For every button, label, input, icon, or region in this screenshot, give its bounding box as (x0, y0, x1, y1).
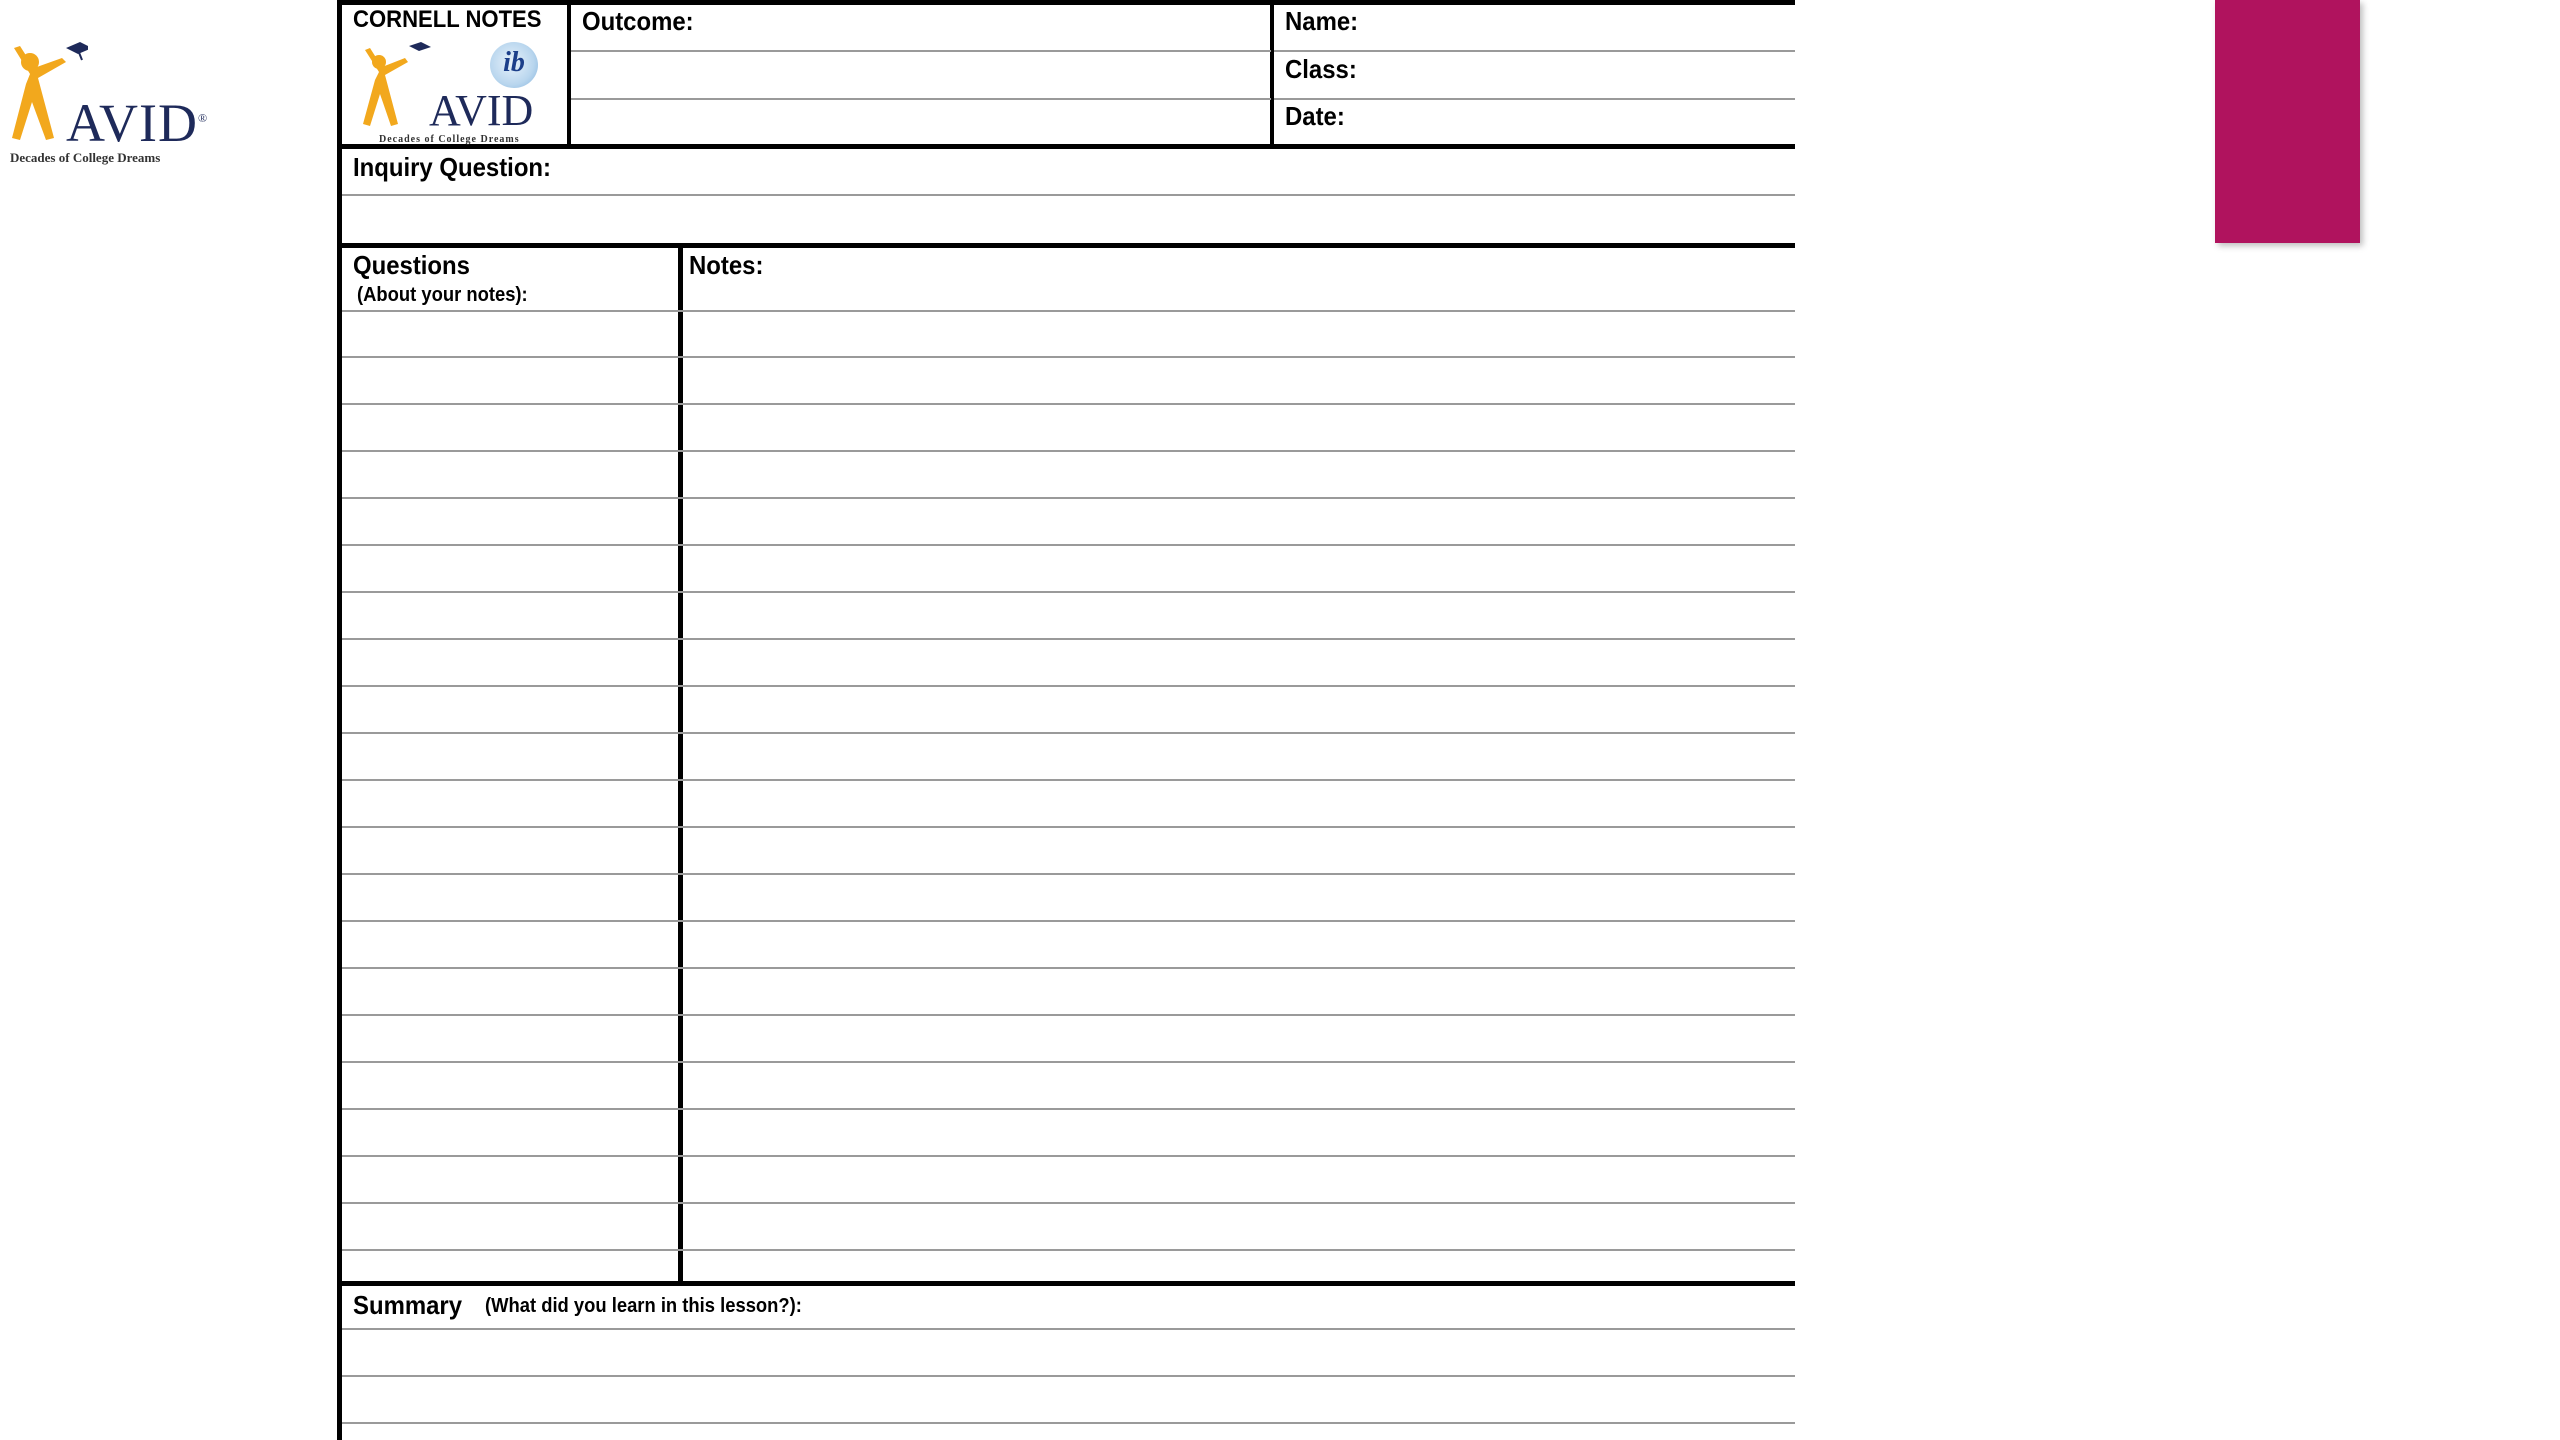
cornell-notes-sheet (337, 0, 1795, 1440)
inquiry-line (342, 194, 1795, 196)
graduation-cap-icon (66, 42, 88, 60)
sheet-top-border (337, 0, 1795, 5)
ruled-line (342, 356, 1795, 358)
ruled-line (342, 873, 1795, 875)
summary-line-2 (342, 1375, 1795, 1377)
ruled-line (342, 732, 1795, 734)
ruled-line (342, 826, 1795, 828)
ruled-line (342, 450, 1795, 452)
summary-line-1 (342, 1328, 1795, 1330)
ruled-line (342, 1202, 1795, 1204)
ruled-line (342, 403, 1795, 405)
header-avid-ib-logo (357, 38, 557, 145)
questions-notes-divider (678, 243, 683, 1284)
ruled-line (342, 544, 1795, 546)
name-line (1274, 50, 1795, 52)
avid-figure-icon (357, 42, 437, 132)
avid-tagline: Decades of College Dreams (10, 150, 161, 165)
questions-sublabel: (About your notes): (357, 284, 528, 306)
summary-sublabel: (What did you learn in this lesson?): (485, 1295, 802, 1317)
ruled-line (342, 920, 1795, 922)
notes-label: Notes: (689, 250, 764, 280)
inquiry-label: Inquiry Question: (353, 152, 552, 182)
ruled-line (342, 1061, 1795, 1063)
avid-logo (8, 40, 208, 170)
header-avid-wordmark: AVID (429, 86, 534, 135)
notes-header-line (342, 310, 1795, 312)
ruled-line (342, 497, 1795, 499)
ib-globe-icon: ib (490, 42, 538, 88)
ruled-line (342, 1155, 1795, 1157)
header-avid-tagline: Decades of College Dreams (379, 134, 520, 145)
sheet-title: CORNELL NOTES (353, 6, 542, 33)
questions-label: Questions (353, 250, 470, 280)
accent-block (2215, 0, 2360, 243)
ruled-line (342, 591, 1795, 593)
ruled-line (342, 638, 1795, 640)
avid-wordmark: AVID® (66, 93, 209, 153)
outcome-line-1 (571, 50, 1271, 52)
ruled-line (342, 1108, 1795, 1110)
outcome-label: Outcome: (582, 6, 694, 36)
outcome-line-2 (571, 98, 1271, 100)
ruled-line (342, 685, 1795, 687)
inquiry-bottom-border (337, 243, 1795, 248)
header-divider-name (1270, 0, 1274, 146)
date-label: Date: (1285, 101, 1345, 131)
ruled-line (342, 967, 1795, 969)
summary-label: Summary (353, 1290, 463, 1320)
graduation-cap-icon (409, 42, 431, 51)
ruled-line (342, 779, 1795, 781)
ruled-line (342, 1249, 1795, 1251)
class-label: Class: (1285, 54, 1357, 84)
ruled-line (342, 1014, 1795, 1016)
header-divider-logo (567, 0, 571, 146)
sheet-left-border (337, 0, 342, 1440)
name-label: Name: (1285, 6, 1359, 36)
class-line (1274, 98, 1795, 100)
header-bottom-border (337, 144, 1795, 149)
summary-top-border (337, 1281, 1795, 1286)
summary-line-3 (342, 1422, 1795, 1424)
